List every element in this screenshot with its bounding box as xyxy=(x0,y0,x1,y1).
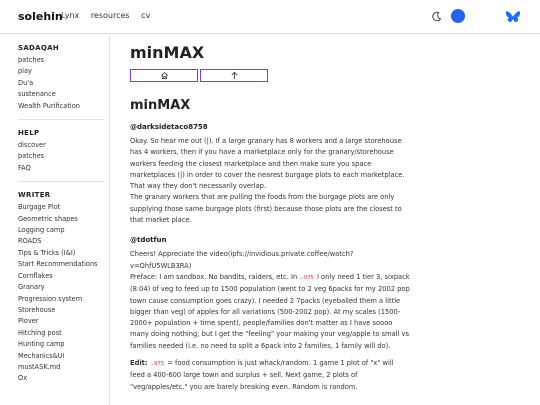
sidebar-item-play[interactable]: play xyxy=(18,67,32,76)
sidebar-item-dua[interactable]: Du'a xyxy=(18,78,34,87)
top-bar xyxy=(0,0,540,34)
comment-text xyxy=(130,249,410,352)
sidebar-item-progression-system[interactable]: Progression system xyxy=(18,294,83,303)
bluesky-butterfly-icon[interactable] xyxy=(505,9,521,25)
nav-link-resources[interactable]: resources xyxy=(90,11,130,20)
section-heading: minMAX xyxy=(130,98,191,113)
inline-code: .975 xyxy=(300,274,314,281)
sidebar-item-plover[interactable]: Plover xyxy=(18,317,39,326)
sidebar-item-mechanics-ui[interactable]: Mechanics&UI xyxy=(18,351,65,360)
arrow-up-icon xyxy=(230,71,239,80)
sidebar-item-burgage-plot[interactable]: Burgage Plot xyxy=(18,203,61,212)
sidebar-section-title-sadaqah: SADAQAH xyxy=(18,44,60,52)
sidebar-item-logging-camp[interactable]: Logging camp xyxy=(18,226,65,235)
sidebar-section-title-help: HELP xyxy=(18,129,40,138)
comment-line: Preface: I am sandbox. No bandits, raiders, etc. In xyxy=(130,272,298,281)
nav-link-lynx[interactable]: Lynx xyxy=(61,11,80,20)
comment-line: I only need 1 tier 3, sixpack (8:04) of veg to feed up to 1500 population (went to 2 veg 6packs for my 2002 pop town cause consumption goes crazy). I needed 2 7packs (eyeballed them a little bigger than veg) of apples for all variations (500-2002 pop). At my scales (1500-2000+ population + time spent), people/families don't matter as I have soooo many doing nothing; but I get the "feeling" your making your veg/apple to small vs families needed (i.e. no need to split a 6pack into 2 families, 1 family will do). xyxy=(130,272,410,350)
profile-blob-icon[interactable] xyxy=(451,9,465,23)
home-button[interactable] xyxy=(130,69,198,82)
main-content xyxy=(130,35,410,405)
edit-text: = food consumption is just whack/random. 1 game 1 plot of "x" will feed a 400-600 large town and surplus + sell. Next game, 2 plots of "veg/apples/etc." you are barely breaking even. Random is random. xyxy=(130,359,394,391)
sidebar-item-sustenance[interactable]: sustenance xyxy=(18,90,56,99)
comment-author: @darksidetaco8758 xyxy=(130,123,208,131)
comment-text xyxy=(130,136,410,226)
comment-line: That way they don't necessarily overlap. xyxy=(130,182,267,191)
nav-link-cv[interactable]: cv xyxy=(141,11,151,20)
page-title: minMAX xyxy=(130,43,205,62)
sidebar-item-cornflakes[interactable]: Cornflakes xyxy=(18,271,53,280)
sidebar-divider xyxy=(18,181,104,182)
comment-edit xyxy=(130,358,410,393)
comment-line: The granary workers that are pulling the foods from the burgage plots are only supplying those same burgage plots (first) because those plots are the closest to that market place. xyxy=(130,193,402,225)
sidebar-item-granary[interactable]: Granary xyxy=(18,283,45,292)
page-nav-buttons xyxy=(130,69,410,83)
sidebar-item-geometric-shapes[interactable]: Geometric shapes xyxy=(18,214,78,223)
sidebar-section-title-writer: WRITER xyxy=(18,191,51,200)
sidebar-item-wealth-purification[interactable]: Wealth Purification xyxy=(18,101,80,110)
sidebar-item-patches-help[interactable]: patches xyxy=(18,152,45,161)
inline-code: .975 xyxy=(150,361,165,368)
sidebar-item-faq[interactable]: FAQ xyxy=(18,163,31,172)
home-icon xyxy=(160,71,169,80)
sidebar-item-roads[interactable]: ROADS xyxy=(18,237,42,246)
comment-paragraph: Okay. So hear me out (‌|‌). If a large granary has 8 workers and a large storehouse has 4 workers, then if you have a marketplace only for the granary/storehouse workers feeding the closest marketplace and then make sure you space marketplaces (‌|‌) in order to cover the nearest burgage plots to each marketplace. xyxy=(130,137,405,179)
sidebar-item-hunting-camp[interactable]: Hunting camp xyxy=(18,340,65,349)
sidebar xyxy=(0,35,110,405)
sidebar-item-discover[interactable]: discover xyxy=(18,141,46,150)
sidebar-item-ox[interactable]: Ox xyxy=(18,374,28,383)
top-nav xyxy=(61,11,159,20)
sidebar-item-tips-tricks[interactable]: Tips & Tricks (I&I) xyxy=(18,248,76,257)
site-brand[interactable]: solehin xyxy=(18,10,63,23)
sidebar-item-mustask[interactable]: mustASK.md xyxy=(18,362,61,371)
comment-line: Cheers! Appreciate the video(ipfs://invidious.private.coffee/watch?v=OhfU5WLB3RA) xyxy=(130,250,354,270)
moon-icon[interactable] xyxy=(431,11,442,22)
edit-label: Edit: xyxy=(130,359,148,368)
comment-author: @tdotfun xyxy=(130,236,167,245)
sidebar-item-storehouse[interactable]: Storehouse xyxy=(18,305,56,314)
scroll-top-button[interactable] xyxy=(200,69,268,82)
sidebar-divider xyxy=(18,119,104,120)
sidebar-item-hitching-post[interactable]: Hitching post xyxy=(18,328,62,337)
sidebar-item-start-recommendations[interactable]: Start Recommendations xyxy=(18,260,98,269)
sidebar-item-patches[interactable]: patches xyxy=(18,56,45,64)
